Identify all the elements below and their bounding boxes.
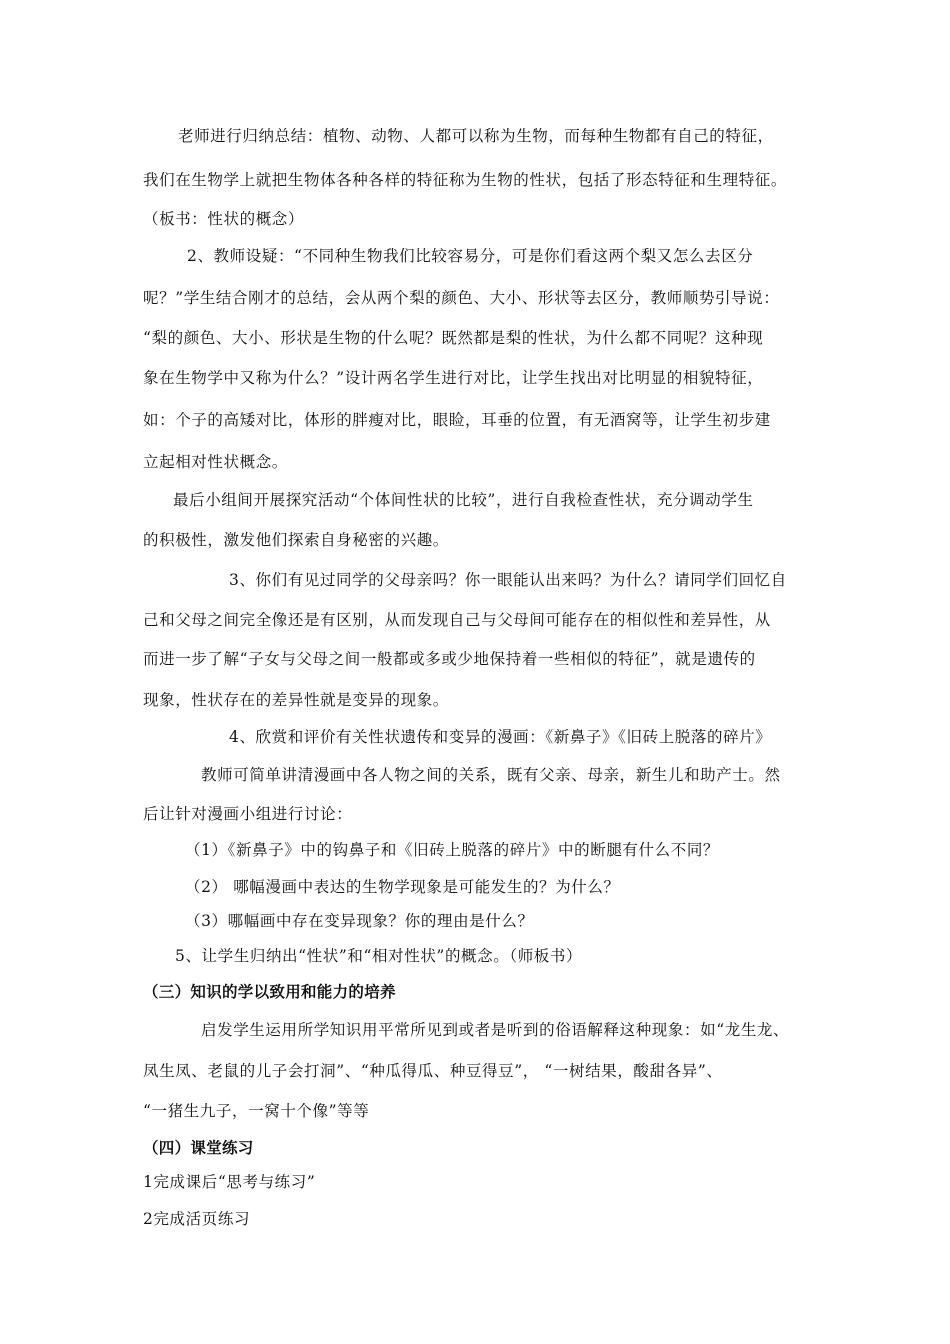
paragraph-line: “梨的颜色、大小、形状是生物的什么呢？既然都是梨的性状，为什么都不同呢？这种现 [143,329,764,347]
paragraph-line: 而进一步了解“子女与父母之间一般都或多或少地保持着一些相似的特征”，就是遗传的 [143,650,756,668]
paragraph-line: 老师进行归纳总结：植物、动物、人都可以称为生物，而每种生物都有自己的特征， [178,127,774,145]
paragraph-line: 凤生凤、老鼠的儿子会打洞”、“种瓜得瓜、种豆得豆”， “一树结果，酸甜各异”、 [143,1062,723,1080]
paragraph-line: 象在生物学中又称为什么？”设计两名学生进行对比，让学生找出对比明显的相貌特征， [143,369,764,387]
paragraph-line: 最后小组间开展探究活动“个体间性状的比较”，进行自我检查性状，充分调动学生 [173,491,754,509]
paragraph-line: 的积极性，激发他们探索自身秘密的兴趣。 [143,531,449,549]
paragraph-line: 教师可简单讲清漫画中各人物之间的关系，既有父亲、母亲，新生儿和助产士。然 [201,766,781,784]
list-item: 1完成课后“思考与练习” [143,1173,316,1191]
paragraph-line: 2、教师设疑：“不同种生物我们比较容易分，可是你们看这两个梨又怎么去区分 [187,247,754,265]
paragraph-line: 我们在生物学上就把生物体各种各样的特征称为生物的性状，包括了形态特征和生理特征。 [143,171,788,189]
paragraph-line: 启发学生运用所学知识用平常所见到或者是听到的俗语解释这种现象：如“龙生龙、 [201,1021,790,1039]
paragraph-line: “一猪生九子，一窝十个像”等等 [143,1102,370,1120]
paragraph-line: 4、欣赏和评价有关性状遗传和变异的漫画：《新鼻子》《旧砖上脱落的碎片》 [229,728,772,746]
paragraph-line: 后让针对漫画小组进行讨论： [143,805,353,823]
paragraph-line: 呢？”学生结合刚才的总结，会从两个梨的颜色、大小、形状等去区分，教师顺势引导说： [143,289,780,307]
paragraph-line: 立起相对性状概念。 [143,453,288,471]
section-heading: （四）课堂练习 [143,1139,254,1157]
paragraph-line: 现象，性状存在的差异性就是变异的现象。 [143,691,449,709]
section-heading: （三）知识的学以致用和能力的培养 [143,983,396,1001]
paragraph-line: 5、让学生归纳出“性状”和“相对性状”的概念。（师板书） [175,947,583,965]
list-item: （3）哪幅画中存在变异现象？你的理由是什么？ [185,912,534,930]
list-item: （2） 哪幅漫画中表达的生物学现象是可能发生的？为什么？ [185,878,620,896]
paragraph-line: 如：个子的高矮对比，体形的胖瘦对比，眼睑，耳垂的位置，有无酒窝等，让学生初步建 [143,411,771,429]
paragraph-line: 3、你们有见过同学的父母亲吗？你一眼能认出来吗？为什么？请同学们回忆自 [229,571,787,589]
list-item: 2完成活页练习 [143,1210,251,1228]
paragraph-line: 己和父母之间完全像还是有区别，从而发现自己与父母间可能存在的相似性和差异性，从 [143,611,771,629]
paragraph-line: （板书：性状的概念） [143,210,305,228]
list-item: （1）《新鼻子》中的钩鼻子和《旧砖上脱落的碎片》中的断腿有什么不同？ [185,841,720,859]
